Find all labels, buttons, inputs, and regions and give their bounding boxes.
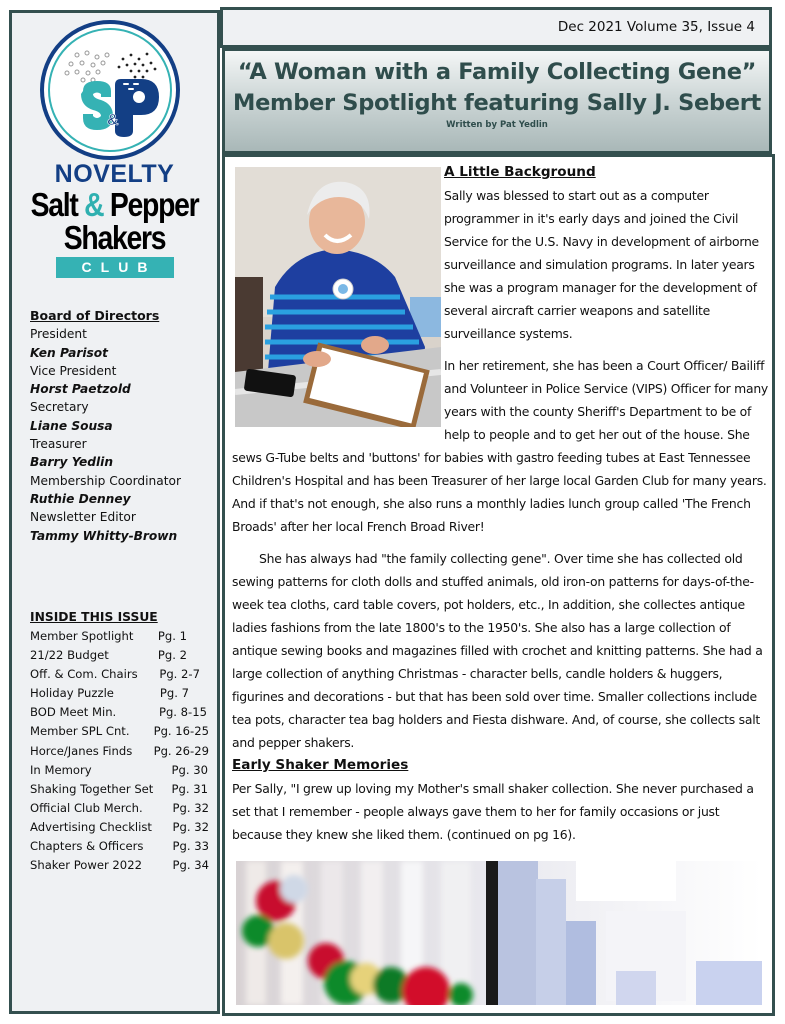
section-heading-early-memories: Early Shaker Memories <box>232 757 409 773</box>
board-role: Newsletter Editor <box>30 510 136 525</box>
toc-item-name: Official Club Merch. <box>30 800 143 815</box>
paragraph: Sally was blessed to start out as a computer programmer in it's early days and joined the Civil Service for the U.S. Navy in development of airborne surveillance and simulation programs. In later years she was a program manager for the development of several aircraft carrier weapons and satellite surveillance systems. <box>444 188 759 341</box>
board-role: President <box>30 327 87 342</box>
issue-info: Dec 2021 Volume 35, Issue 4 <box>220 7 772 48</box>
toc-item-page: Pg. 31 <box>171 781 208 796</box>
board-of-directors <box>30 307 220 545</box>
club-logo <box>35 19 185 161</box>
toc-item-page: Pg. 30 <box>171 762 208 777</box>
toc-item-name: Horce/Janes Finds <box>30 743 133 758</box>
wordmark-pepper: Pepper <box>109 186 199 223</box>
toc-item[interactable] <box>30 722 220 741</box>
article <box>222 154 775 1016</box>
board-role: Secretary <box>30 400 89 415</box>
toc-item[interactable] <box>30 703 220 722</box>
toc-item-page: Pg. 1 <box>157 629 187 643</box>
toc-item-name: Chapters & Officers <box>30 839 144 854</box>
toc-item-page: Pg. 26-29 <box>153 743 209 758</box>
inside-this-issue <box>30 608 220 875</box>
toc-item-name: Member Spotlight <box>30 629 134 643</box>
paragraph: She has always had "the family collecting gene". Over time she has collected old sewing patterns for cloth dolls and stuffed animals, old iron-on patterns for days-of-the-week tea cloths, card table covers, pot holders, etc., In addition, she collectes antique ladies fashions from the late 1800's to the 1950's. She also has a large collection of antique sewing books and magazines filled with crochet and knitting patterns. She had a large collection of anything Christmas - character bells, candle holders & huggers, figurines and decorations - but that has been sold over time. Smaller collections include tea pots, character tea bag holders and Fiesta dishware. And, of course, she collects salt and pepper shakers. <box>232 551 763 750</box>
club-wordmark <box>12 161 217 278</box>
headline-title: “A Woman with a Family Collecting Gene” <box>237 59 757 85</box>
board-member-name: Liane Sousa <box>30 418 113 433</box>
toc-item-name: Member SPL Cnt. <box>30 724 130 739</box>
toc-item-name: Holiday Puzzle <box>30 686 114 701</box>
wordmark-ampersand: & <box>84 186 104 223</box>
board-member-name: Ken Parisot <box>30 345 108 360</box>
toc-item[interactable] <box>30 684 220 703</box>
headline-subtitle: Member Spotlight featuring Sally J. Sebert <box>233 90 761 116</box>
board-title: Board of Directors <box>30 308 160 323</box>
toc-item[interactable] <box>30 761 220 780</box>
toc-item-page: Pg. 32 <box>172 800 209 815</box>
toc-item-page: Pg. 34 <box>172 858 209 873</box>
board-role: Vice President <box>30 363 117 378</box>
toc-item-page: Pg. 8-15 <box>158 705 207 720</box>
wordmark-novelty: NOVELTY <box>54 160 175 188</box>
board-member-name: Ruthie Denney <box>30 491 131 506</box>
section-heading-background: A Little Background <box>444 164 596 180</box>
toc-item[interactable] <box>30 837 220 856</box>
ornaments-fence-image-icon <box>236 861 762 1005</box>
wordmark-shakers: Shakers <box>63 219 166 256</box>
toc-item-name: Shaker Power 2022 <box>30 858 142 873</box>
board-role: Membership Coordinator <box>30 473 181 488</box>
toc-item-name: Advertising Checklist <box>30 819 152 834</box>
photo-spacer <box>232 161 444 429</box>
board-member-name: Barry Yedlin <box>30 455 113 470</box>
toc-item[interactable] <box>30 627 220 646</box>
toc-item-name: In Memory <box>30 762 92 777</box>
toc-item[interactable] <box>30 799 220 818</box>
toc-item-page: Pg. 32 <box>172 819 209 834</box>
toc-item[interactable] <box>30 665 220 684</box>
sidebar <box>9 10 220 1014</box>
board-role: Treasurer <box>30 437 87 452</box>
toc-item[interactable] <box>30 856 220 875</box>
wordmark-club: CLUB <box>56 257 174 278</box>
toc-item-page: Pg. 7 <box>159 686 189 701</box>
wordmark-salt-pepper <box>26 188 202 221</box>
toc-item-name: Off. & Com. Chairs <box>30 667 138 682</box>
toc-item-name: 21/22 Budget <box>30 648 109 663</box>
toc-item[interactable] <box>30 780 220 799</box>
paragraph: Per Sally, "I grew up loving my Mother's small shaker collection. She never purchased a set that I remember - people always gave them to her for family occasions or just because they knew she liked them. (continued on pg 16). <box>232 781 754 842</box>
toc-item-page: Pg. 33 <box>172 839 209 854</box>
byline: Written by Pat Yedlin <box>446 120 548 130</box>
holiday-banner-photo <box>236 861 762 1005</box>
toc-item[interactable] <box>30 646 220 665</box>
toc-item[interactable] <box>30 818 220 837</box>
paragraph: In her retirement, she has been a Court Officer/ Bailiff and Volunteer in Police Service (VIPS) Officer for many years with the county Sheriff's Department to be of help to people and to get her out of the house. She sews G-Tube belts and 'buttons' for babies with gastro feeding tubes at East Tennessee Children's Hospital and has been Treasurer of her large local Garden Club for many years. And if that's not enough, she also runs a monthly ladies lunch group called 'The French Broads' after her local French Broad River! <box>232 358 769 534</box>
headline-box <box>222 48 772 154</box>
salt-pepper-logo-icon <box>35 19 185 161</box>
svg-text:&: & <box>107 112 119 129</box>
wordmark-salt: Salt <box>30 186 78 223</box>
toc-item-page: Pg. 16-25 <box>153 724 209 739</box>
toc-title: INSIDE THIS ISSUE <box>30 610 158 624</box>
toc-item-name: BOD Meet Min. <box>30 705 117 720</box>
toc-item-page: Pg. 2-7 <box>159 667 200 682</box>
board-member-name: Tammy Whitty-Brown <box>30 528 178 543</box>
toc-item-name: Shaking Together Set <box>30 781 154 796</box>
toc-item[interactable] <box>30 742 220 761</box>
article-body <box>232 161 770 846</box>
toc-item-page: Pg. 2 <box>157 648 187 663</box>
board-member-name: Horst Paetzold <box>30 382 131 397</box>
